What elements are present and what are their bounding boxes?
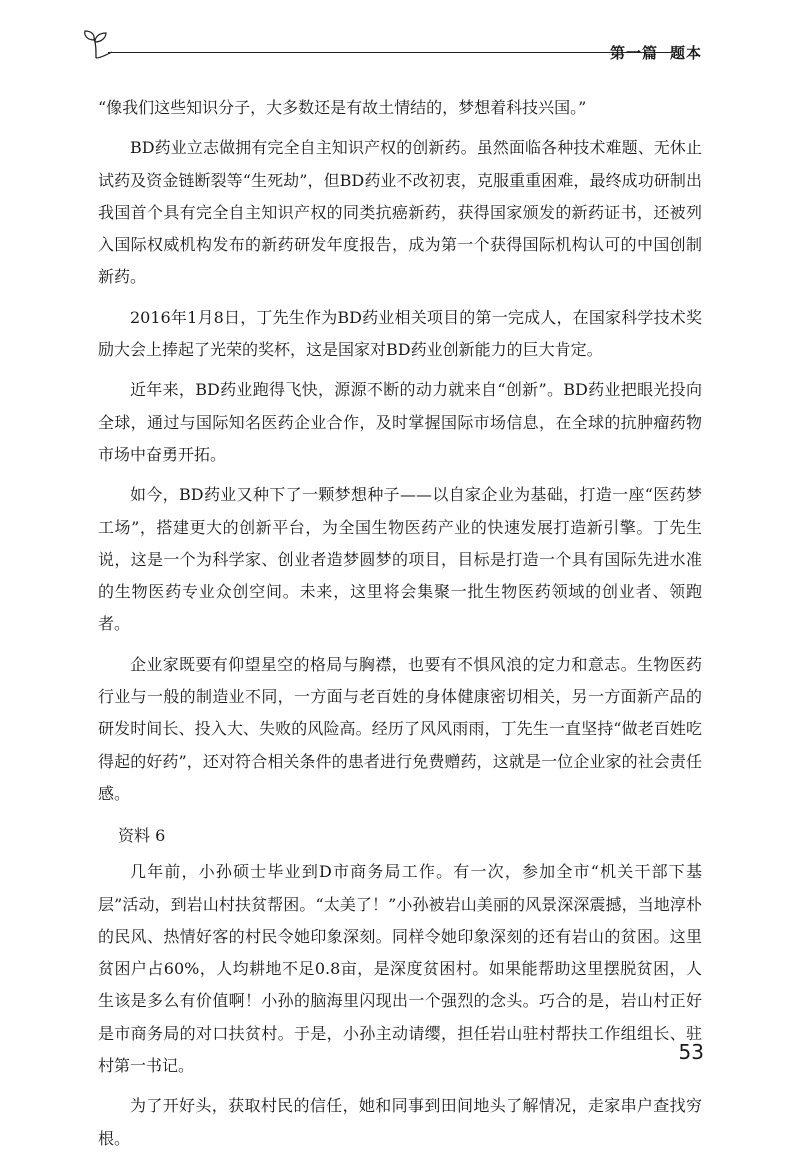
paragraph: 几年前，小孙硕士毕业到D市商务局工作。有一次，参加全市“机关干部下基层”活动，到岩山村扶贫帮困。“太美了！”小孙被岩山美丽的风景深深震撼，当地淳朴的民风、热情好客的村民令她印象深刻。同样令她印象深刻的还有岩山的贫困。这里贫困户占60%，人均耕地不足0.8亩，是深度贫困村。如果能帮助这里摆脱贫困，人生该是多么有价值啊！小孙的脑海里闪现出一个强烈的念头。巧合的是，岩山村正好是市商务局的对口扶贫村。于是，小孙主动请缨，担任岩山驻村帮扶工作组组长、驻村第一书记。 [98, 862, 702, 1076]
paragraph-quote: “像我们这些知识分子，大多数还是有故土情结的，梦想着科技兴国。” [98, 98, 587, 117]
paragraph: 2016年1月8日，丁先生作为BD药业相关项目的第一完成人，在国家科学技术奖励大会上捧起了光荣的奖杯，这是国家对BD药业创新能力的巨大肯定。 [98, 307, 702, 360]
section-title: 资料 6 [118, 826, 166, 846]
paragraph: BD药业立志做拥有完全自主知识产权的创新药。虽然面临各种技术难题、无休止试药及资金链断裂等“生死劫”，但BD药业不改初衷，克服重重困难，最终成功研制出我国首个具有完全自主知识产权的同类抗癌新药，获得国家颁发的新药证书，还被列入国际权威机构发布的新药研发年度报告，成为第一个获得国际机构认可的中国创制新药。 [98, 138, 702, 287]
header-rule [108, 52, 672, 53]
paragraph: 近年来，BD药业跑得飞快，源源不断的动力就来自“创新”。BD药业把眼光投向全球，通过与国际知名医药企业合作，及时掌握国际市场信息，在全球的抗肿瘤药物市场中奋勇开拓。 [98, 380, 702, 464]
paragraph: 企业家既要有仰望星空的格局与胸襟，也要有不惧风浪的定力和意志。生物医药行业与一般的制造业不同，一方面与老百姓的身体健康密切相关，另一方面新产品的研发时间长、投入大、失败的风险高。经历了风风雨雨，丁先生一直坚持“做老百姓吃得起的好药”，还对符合相关条件的患者进行免费赠药，这就是一位企业家的社会责任感。 [98, 654, 702, 803]
sprout-icon [82, 28, 122, 64]
header-title [598, 42, 702, 63]
page-header [82, 28, 702, 68]
header-part: 第一篇 [609, 44, 658, 62]
page-number: 53 [678, 1040, 704, 1064]
paragraph: 如今，BD药业又种下了一颗梦想种子——以自家企业为基础，打造一座“医药梦工场”，搭建更大的创新平台，为全国生物医药产业的快速发展打造新引擎。丁先生说，这是一个为科学家、创业者造梦圆梦的项目，目标是打造一个具有国际先进水准的生物医药专业众创空间。未来，这里将会集聚一批生物医药领域的创业者、领跑者。 [98, 485, 702, 634]
page-body [98, 92, 702, 1163]
header-section: 题本 [669, 44, 702, 62]
paragraph: 为了开好头，获取村民的信任，她和同事到田间地头了解情况，走家串户查找穷根。 [98, 1096, 702, 1148]
